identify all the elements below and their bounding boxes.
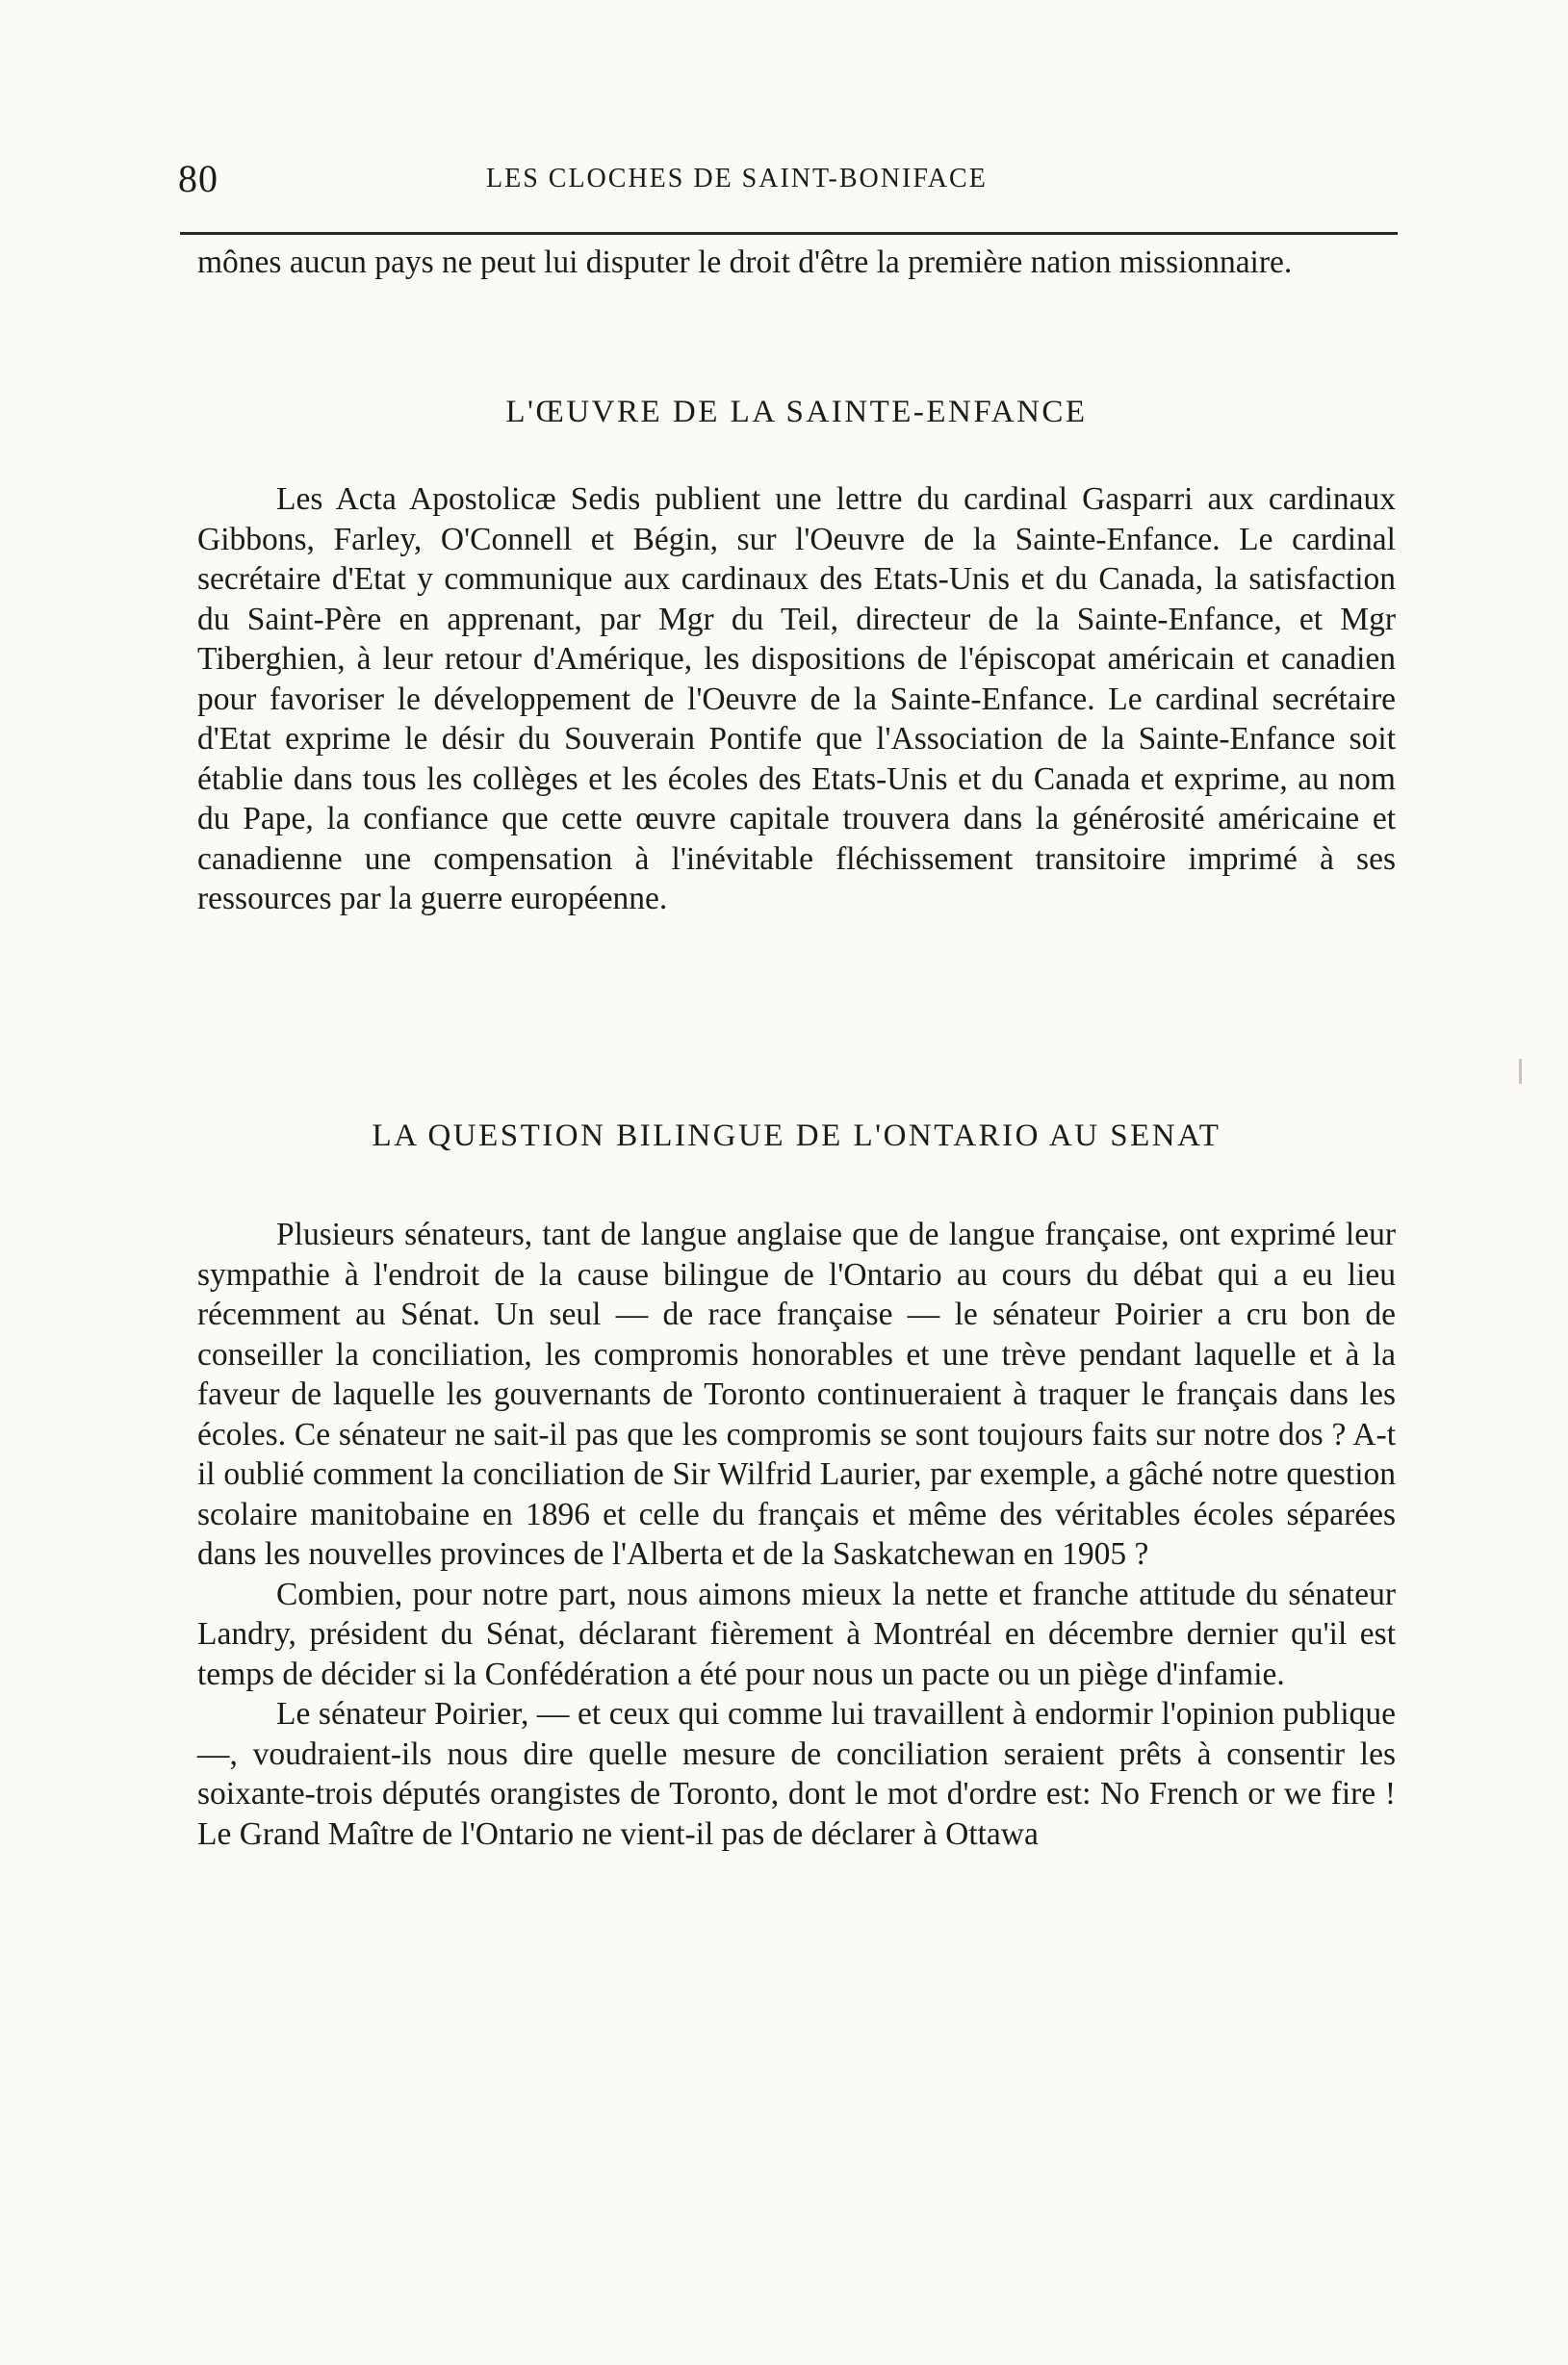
- page-edge-mark: [1519, 1059, 1522, 1084]
- section-heading-question-bilingue: LA QUESTION BILINGUE DE L'ONTARIO AU SENAT: [372, 1118, 1221, 1153]
- section-heading-sainte-enfance: L'ŒUVRE DE LA SAINTE-ENFANCE: [505, 395, 1088, 429]
- header-rule: [180, 232, 1398, 235]
- paragraph: Combien, pour notre part, nous aimons mieux la nette et franche attitude du sénateur Landry, président du Sénat, déclarant fièrement à Montréal en décembre dernier qu'il est temps de décider si la Confédération a été pour nous un pacte ou un piège d'infamie.: [197, 1576, 1396, 1692]
- paragraph: Plusieurs sénateurs, tant de langue anglaise que de langue française, ont exprimé leur sympathie à l'endroit de la cause bilingue de l'Ontario au cours du débat qui a eu lieu récemment au Sénat. Un seul — de race française — le sénateur Poirier a cru bon de conseiller la conciliation, les compromis honorables et une trève pendant laquelle et à la faveur de laquelle les gouvernants de Toronto continueraient à traquer le français dans les écoles. Ce sénateur ne sait-il pas que les compromis se sont toujours faits sur notre dos ? A-t il oublié comment la conciliation de Sir Wilfrid Laurier, par exemple, a gâché notre question scolaire manitobaine en 1896 et celle du français et même des véritables écoles séparées dans les nouvelles provinces de l'Alberta et de la Saskatchewan en 1905 ?: [197, 1217, 1396, 1572]
- running-title: LES CLOCHES DE SAINT-BONIFACE: [486, 164, 988, 193]
- paragraph: Les Acta Apostolicæ Sedis publient une lettre du cardinal Gasparri aux cardinaux Gibbons, Farley, O'Connell et Bégin, sur l'Oeuvre de la Sainte-Enfance. Le cardinal secrétaire d'Etat y communique aux cardinaux des Etats-Unis et du Canada, la satisfaction du Saint-Père en apprenant, par Mgr du Teil, directeur de la Sainte-Enfance, et Mgr Tiberghien, à leur retour d'Amérique, les dispositions de l'épiscopat américain et canadien pour favoriser le développement de l'Oeuvre de la Sainte-Enfance. Le cardinal secrétaire d'Etat exprime le désir du Souverain Pontife que l'Association de la Sainte-Enfance soit établie dans tous les collèges et les écoles des Etats-Unis et du Canada et exprime, au nom du Pape, la confiance que cette œuvre capitale trouvera dans la générosité américaine et canadienne une compensation à l'inévitable fléchissement transitoire imprimé à ses ressources par la guerre européenne.: [197, 481, 1396, 916]
- page-number: 80: [178, 157, 218, 200]
- paragraph: Le sénateur Poirier, — et ceux qui comme lui travaillent à endormir l'opinion publique —, voudraient-ils nous dire quelle mesure de conciliation seraient prêts à consentir les soixante-trois députés orangistes de Toronto, dont le mot d'ordre est: No French or we fire ! Le Grand Maître de l'Ontario ne vient-il pas de déclarer à Ottawa: [197, 1696, 1396, 1852]
- section-body-question-bilingue: [197, 1215, 1396, 1854]
- section-body-sainte-enfance: [197, 479, 1396, 919]
- paragraph: mônes aucun pays ne peut lui disputer le droit d'être la première nation missionnaire.: [197, 244, 1293, 280]
- continued-paragraph-block: [197, 243, 1396, 283]
- running-head: [178, 156, 1396, 204]
